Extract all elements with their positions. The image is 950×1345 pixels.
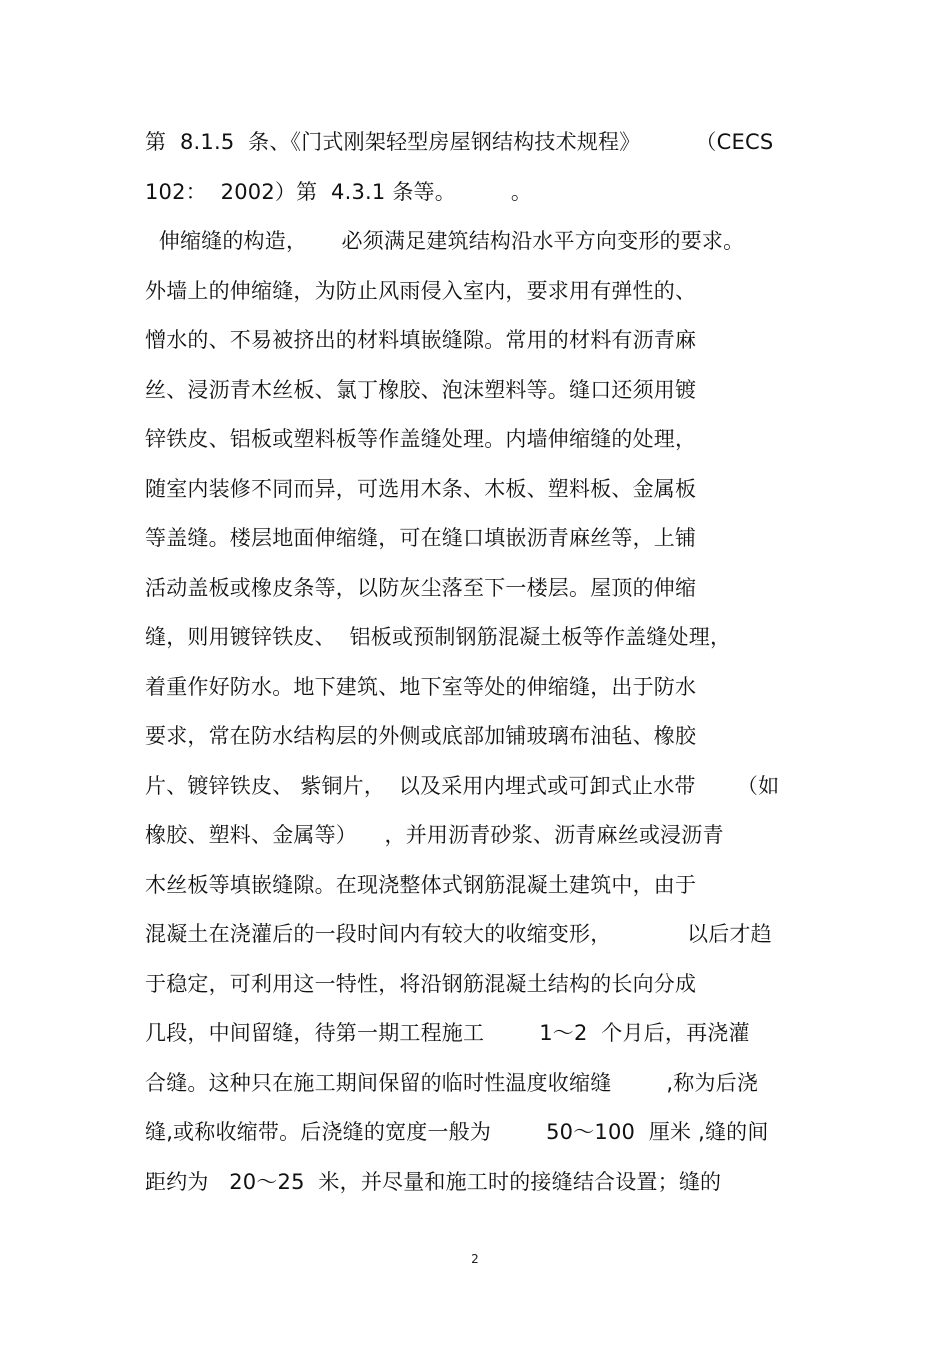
text-line: 外墙上的伸缩缝，为防止风雨侵入室内，要求用有弹性的、	[145, 278, 697, 303]
text-line: 着重作好防水。地下建筑、地下室等处的伸缩缝，出于防水	[145, 674, 697, 699]
text-line: 伸缩缝的构造， 必须满足建筑结构沿水平方向变形的要求。	[145, 229, 745, 253]
text-line: 等盖缝。楼层地面伸缩缝，可在缝口填嵌沥青麻丝等，上铺	[145, 526, 697, 550]
text-line: 憎水的、不易被挤出的材料填嵌缝隙。常用的材料有沥青麻	[145, 328, 697, 352]
text-line: 木丝板等填嵌缝隙。在现浇整体式钢筋混凝土建筑中，由于	[145, 872, 697, 897]
page-number: 2	[471, 1252, 479, 1266]
text-line: 橡胶、塑料、金属等） ，并用沥青砂浆、沥青麻丝或浸沥青	[145, 823, 724, 847]
body-text	[145, 118, 810, 1207]
text-line: 混凝土在浇灌后的一段时间内有较大的收缩变形， 以后才趋	[145, 922, 772, 946]
text-line: 缝，则用镀锌铁皮、 铝板或预制钢筋混凝土板等作盖缝处理，	[145, 625, 732, 649]
text-line: 锌铁皮、铝板或塑料板等作盖缝处理。内墙伸缩缝的处理，	[145, 427, 697, 451]
text-line: 几段，中间留缝，待第一期工程施工 1～2 个月后，再浇灌	[145, 1021, 750, 1045]
text-line: 第 8.1.5 条、《门式刚架轻型房屋钢结构技术规程》 （CECS	[145, 130, 774, 154]
text-line: 缝,或称收缩带。后浇缝的宽度一般为 50～100 厘米 ,缝的间	[145, 1120, 769, 1144]
text-line: 距约为 20～25 米，并尽量和施工时的接缝结合设置；缝的	[145, 1169, 722, 1194]
text-line: 102： 2002）第 4.3.1 条等。 。	[145, 179, 533, 204]
text-line: 丝、浸沥青木丝板、氯丁橡胶、泡沫塑料等。缝口还须用镀	[145, 377, 697, 402]
text-line: 要求，常在防水结构层的外侧或底部加铺玻璃布油毡、橡胶	[145, 724, 697, 748]
text-line: 于稳定，可利用这一特性，将沿钢筋混凝土结构的长向分成	[145, 971, 697, 996]
text-line: 片、镀锌铁皮、 紫铜片， 以及采用内埋式或可卸式止水带 （如	[145, 773, 780, 798]
text-line: 合缝。这种只在施工期间保留的临时性温度收缩缝 ,称为后浇	[145, 1070, 759, 1095]
text-line: 随室内装修不同而异，可选用木条、木板、塑料板、金属板	[145, 476, 697, 501]
text-line: 活动盖板或橡皮条等，以防灰尘落至下一楼层。屋顶的伸缩	[145, 575, 697, 600]
